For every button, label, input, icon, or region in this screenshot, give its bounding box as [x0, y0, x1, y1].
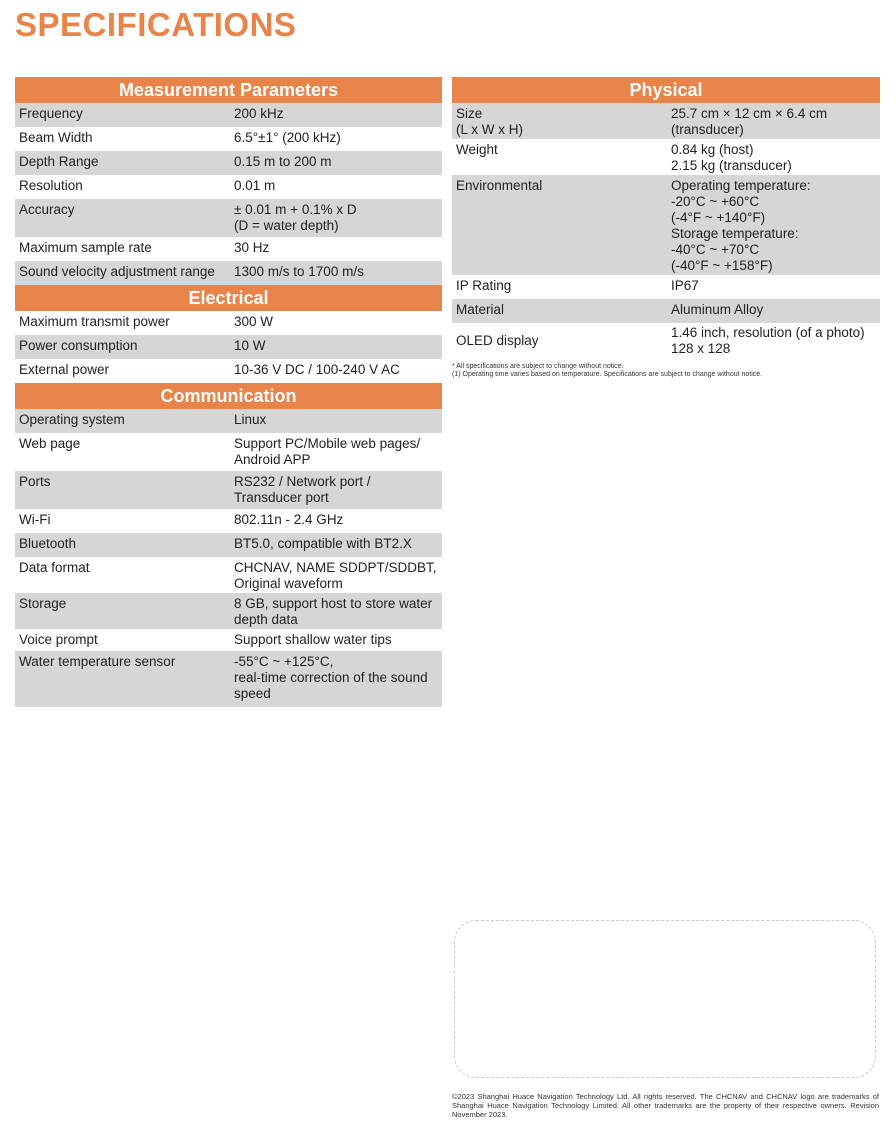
communication-table [15, 409, 442, 707]
table-row [15, 127, 442, 151]
physical-header: Physical [452, 77, 880, 103]
table-row [452, 175, 880, 275]
spec-value: Aluminum Alloy [671, 302, 764, 317]
placeholder-box [454, 920, 876, 1078]
notes [452, 363, 880, 379]
spec-label: Operating system [19, 412, 125, 427]
left-column [15, 77, 442, 707]
spec-value: 10 W [234, 338, 266, 353]
table-row [452, 323, 880, 359]
spec-value: 300 W [234, 314, 274, 329]
spec-label: Water temperature sensor [19, 654, 176, 669]
spec-value: -55°C ~ +125°C, real-time correction of the sound speed [234, 654, 428, 701]
spec-value: Linux [234, 412, 267, 427]
measurement-header: Measurement Parameters [15, 77, 442, 103]
spec-value: 6.5°±1° (200 kHz) [234, 130, 341, 145]
table-row [15, 151, 442, 175]
table-row [15, 433, 442, 471]
spec-value: 10-36 V DC / 100-240 V AC [234, 362, 400, 377]
spec-label: Resolution [19, 178, 83, 193]
spec-value: 8 GB, support host to store water depth data [234, 596, 433, 627]
table-row [15, 557, 442, 593]
spec-value: BT5.0, compatible with BT2.X [234, 536, 412, 551]
table-row [15, 651, 442, 707]
spec-label: Size (L x W x H) [456, 106, 523, 137]
table-row [15, 471, 442, 509]
table-row [15, 533, 442, 557]
table-row [15, 175, 442, 199]
spec-value: 0.15 m to 200 m [234, 154, 332, 169]
spec-label: Ports [19, 474, 51, 489]
table-row [15, 593, 442, 629]
physical-table [452, 103, 880, 359]
note-line: (1) Operating time varies based on temperature. Specifications are subject to change without notice. [452, 371, 763, 378]
spec-value: RS232 / Network port / Transducer port [234, 474, 371, 505]
table-row [15, 359, 442, 383]
right-column [452, 77, 880, 379]
spec-value: 0.84 kg (host) 2.15 kg (transducer) [671, 142, 792, 173]
spec-label: Beam Width [19, 130, 93, 145]
spec-label: Data format [19, 560, 90, 575]
spec-value: IP67 [671, 278, 699, 293]
spec-label: Sound velocity adjustment range [19, 264, 215, 279]
spec-label: OLED display [456, 333, 539, 348]
spec-label: Power consumption [19, 338, 138, 353]
table-row [15, 335, 442, 359]
copyright-footer: ©2023 Shanghai Huace Navigation Technology Ltd. All rights reserved. The CHCNAV and CHCNAV logo are trademarks of Shanghai Huace Navigation Technology Limited. All other trademarks are the property of their respective owners. Revision November 2023. [452, 1092, 879, 1119]
table-row [15, 261, 442, 285]
table-row [452, 275, 880, 299]
spec-label: IP Rating [456, 278, 512, 293]
spec-value: 25.7 cm × 12 cm × 6.4 cm (transducer) [671, 106, 828, 137]
table-row [15, 237, 442, 261]
communication-header: Communication [15, 383, 442, 409]
table-row [452, 139, 880, 175]
spec-value: CHCNAV, NAME SDDPT/SDDBT, Original waveform [234, 560, 437, 591]
table-row [15, 509, 442, 533]
spec-value: 1.46 inch, resolution (of a photo) 128 x 128 [671, 325, 865, 356]
table-row [452, 103, 880, 139]
table-row [15, 311, 442, 335]
spec-label: Maximum sample rate [19, 240, 152, 255]
spec-value: Support PC/Mobile web pages/ Android APP [234, 436, 421, 467]
spec-label: External power [19, 362, 110, 377]
electrical-table [15, 311, 442, 383]
table-row [15, 199, 442, 237]
spec-label: Wi-Fi [19, 512, 51, 527]
spec-label: Material [456, 302, 505, 317]
electrical-header: Electrical [15, 285, 442, 311]
table-row [15, 629, 442, 651]
spec-value: 802.11n - 2.4 GHz [234, 512, 344, 527]
spec-label: Web page [19, 436, 81, 451]
spec-value: Operating temperature: -20°C ~ +60°C (-4°F ~ +140°F) Storage temperature: -40°C ~ +70°C (-40°F ~ +158°F) [671, 178, 811, 273]
table-row [452, 299, 880, 323]
spec-value: 1300 m/s to 1700 m/s [234, 264, 364, 279]
spec-value: ± 0.01 m + 0.1% x D (D = water depth) [234, 202, 357, 233]
spec-label: Accuracy [19, 202, 75, 217]
spec-label: Frequency [19, 106, 83, 121]
spec-label: Storage [19, 596, 67, 611]
spec-value: Support shallow water tips [234, 632, 392, 647]
spec-label: Voice prompt [19, 632, 98, 647]
spec-label: Bluetooth [19, 536, 77, 551]
table-row [15, 409, 442, 433]
spec-value: 200 kHz [234, 106, 284, 121]
spec-label: Depth Range [19, 154, 99, 169]
spec-label: Weight [456, 142, 498, 157]
note-line: * All specifications are subject to change without notice. [452, 363, 624, 370]
spec-value: 30 Hz [234, 240, 270, 255]
spec-label: Maximum transmit power [19, 314, 170, 329]
measurement-table [15, 103, 442, 285]
table-row [15, 103, 442, 127]
spec-value: 0.01 m [234, 178, 276, 193]
page-title: SPECIFICATIONS [15, 6, 297, 43]
spec-label: Environmental [456, 178, 543, 193]
